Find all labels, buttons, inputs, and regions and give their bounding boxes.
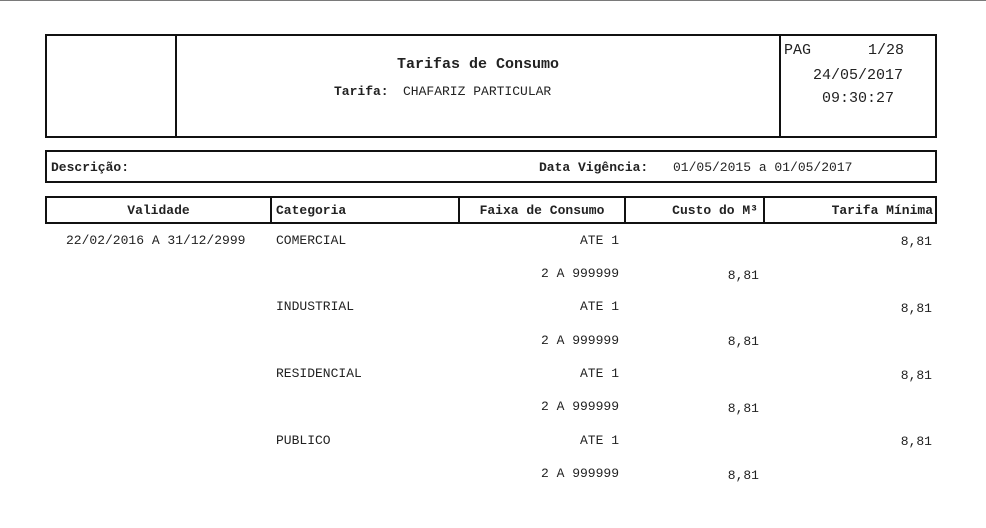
description-label: Descrição: xyxy=(51,160,130,175)
header-divider-left xyxy=(175,34,177,138)
category-name: INDUSTRIAL xyxy=(276,299,355,314)
col-header-categoria: Categoria xyxy=(276,203,347,218)
range-cell: ATE 1 xyxy=(579,233,619,248)
category-name: RESIDENCIAL xyxy=(276,366,362,381)
min-tariff-cell: 8,81 xyxy=(900,368,932,383)
page-label: PAG xyxy=(784,42,812,59)
validity-range: 22/02/2016 A 31/12/2999 xyxy=(66,233,246,248)
col-header-custo: Custo do M³ xyxy=(672,203,758,218)
tariff-label: Tarifa: xyxy=(334,84,389,99)
range-cell: ATE 1 xyxy=(579,366,619,381)
range-cell: 2 A 999999 xyxy=(540,333,619,348)
range-cell: 2 A 999999 xyxy=(540,466,619,481)
range-cell: 2 A 999999 xyxy=(540,266,619,281)
col-header-validade: Validade xyxy=(127,203,190,218)
cost-cell: 8,81 xyxy=(727,268,759,283)
range-cell: ATE 1 xyxy=(579,433,619,448)
top-divider xyxy=(0,0,986,1)
min-tariff-cell: 8,81 xyxy=(900,301,932,316)
report-time: 09:30:27 xyxy=(821,90,894,107)
validity-label: Data Vigência: xyxy=(539,160,649,175)
cost-cell: 8,81 xyxy=(727,468,759,483)
category-name: COMERCIAL xyxy=(276,233,347,248)
cost-cell: 8,81 xyxy=(727,401,759,416)
min-tariff-cell: 8,81 xyxy=(900,234,932,249)
header-divider-right xyxy=(779,34,781,138)
report-title: Tarifas de Consumo xyxy=(396,56,560,73)
col-header-faixa: Faixa de Consumo xyxy=(479,203,605,218)
cost-cell: 8,81 xyxy=(727,334,759,349)
tariff-value: CHAFARIZ PARTICULAR xyxy=(403,84,552,99)
range-cell: 2 A 999999 xyxy=(540,399,619,414)
report-date: 24/05/2017 xyxy=(812,67,903,84)
min-tariff-cell: 8,81 xyxy=(900,434,932,449)
col-divider-1 xyxy=(270,196,272,224)
col-header-tarifa-minima: Tarifa Mínima xyxy=(831,203,933,218)
category-name: PUBLICO xyxy=(276,433,331,448)
page-number: 1/28 xyxy=(867,42,904,59)
validity-value: 01/05/2015 a 01/05/2017 xyxy=(673,160,853,175)
range-cell: ATE 1 xyxy=(579,299,619,314)
